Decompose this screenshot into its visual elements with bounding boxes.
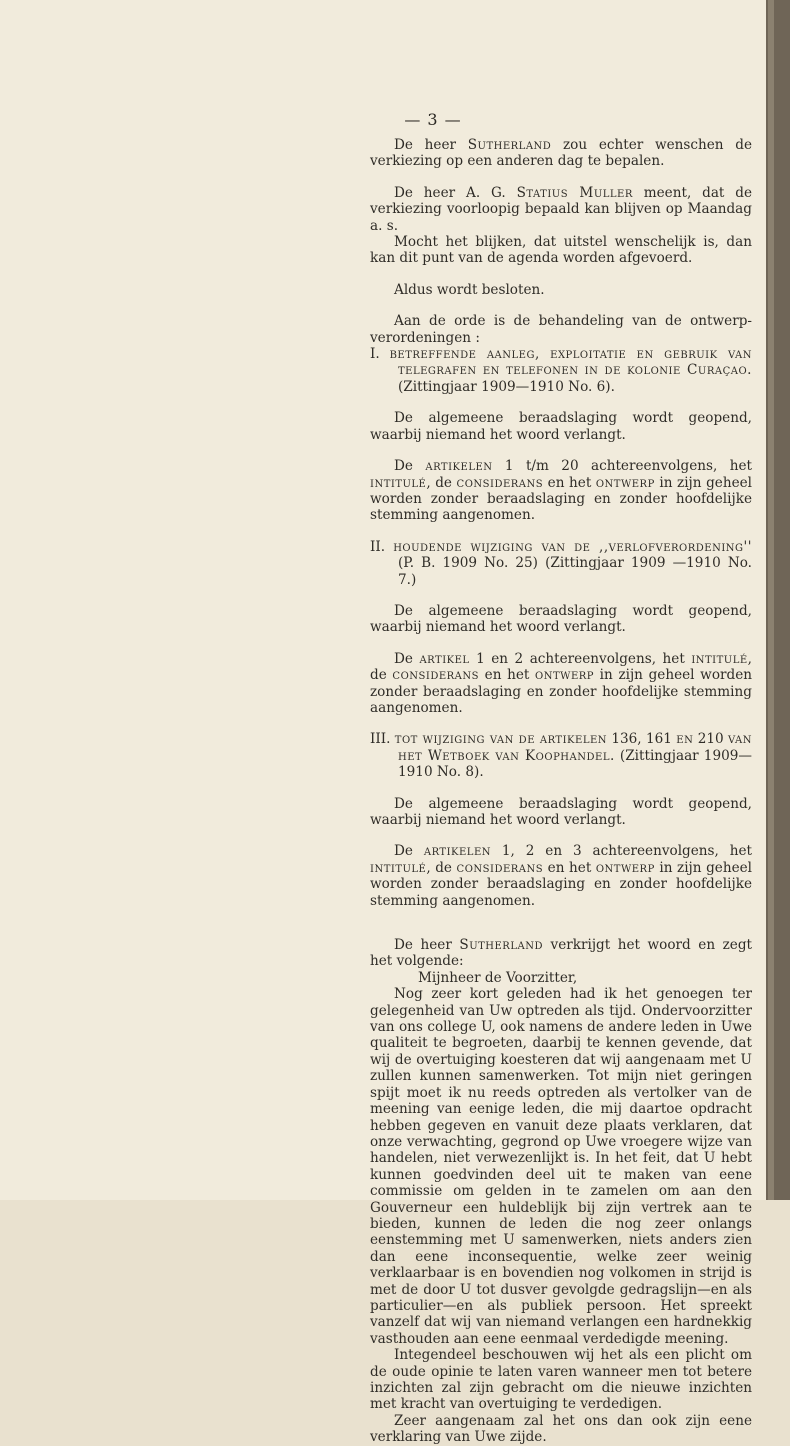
small-caps-text: intitulé: [691, 650, 748, 667]
paragraph: [370, 458, 752, 524]
small-caps-text: considerans: [392, 667, 479, 684]
text-run: Aan de orde is de behandeling van de ontwerp-verordeningen :: [370, 313, 752, 346]
speech-paragraph: [370, 1347, 752, 1413]
text-run: zou echter wenschen de verkiezing op een anderen dag te bepalen.: [370, 137, 752, 170]
text-run: De algemeene beraadslaging wordt geopend, waarbij niemand het woord verlangt.: [370, 602, 752, 636]
small-caps-text: Sutherland: [459, 937, 543, 954]
text-run: De heer: [394, 137, 468, 153]
paragraph: [370, 234, 752, 267]
paragraph: [370, 603, 752, 636]
text-run: II.: [370, 538, 394, 555]
paragraph: [370, 185, 752, 234]
text-run: (P. B. 1909 No. 25) (Zittingjaar 1909 —1910 No. 7.): [398, 555, 752, 588]
small-caps-text: intitulé: [370, 859, 427, 876]
paragraph: [370, 137, 752, 170]
speech-paragraph: [370, 1413, 752, 1446]
small-caps-text: Sutherland: [467, 137, 552, 153]
small-caps-text: houdende wijziging van de ,,verlofverordening'': [393, 538, 753, 555]
small-caps-text: en: [676, 731, 694, 748]
text-run: en het: [543, 474, 596, 491]
paragraph: [370, 282, 752, 298]
paragraph: [370, 796, 752, 829]
small-caps-text: betreffende aanleg, exploitatie en gebruik van telegrafen en telefonen in de kolonie Curaçao.: [389, 346, 752, 379]
text-run: 1 en 2 achtereenvolgens, het: [469, 650, 692, 667]
text-run: De: [394, 650, 420, 667]
small-caps-text: ontwerp: [595, 474, 655, 491]
text-run: in zijn geheel worden zonder beraadslaging en zonder hoofdelijke stemming aangenomen.: [370, 474, 753, 524]
text-run: in zijn geheel worden zonder beraadslaging en zonder hoofdelijke stemming aangenomen.: [370, 667, 752, 716]
text-run: 1, 2 en 3 achtereenvolgens, het: [491, 843, 753, 860]
speech-paragraph: [370, 986, 752, 1347]
text-run: Nog zeer kort geleden had ik het genoegen ter gelegenheid van Uw optreden als tijd. Ondervoorzitter van ons college U, ook namens de andere leden in Uwe qualiteit te begroeten, daarbij te kennen gevende, dat wij de overtuiging koesteren dat wij aangenaam met U zullen kunnen samenwerken. Tot mijn niet geringen spijt moet ik nu reeds optreden als vertolker van de meening van eenige leden, die mij daartoe opdracht hebben gegeven en vanuit deze plaats verklaren, dat onze verwachting, gegrond op Uwe vroegere wijze van handelen, niet verwezenlijkt is. In het feit, dat U hebt kunnen goedvinden deel uit te maken van eene commissie om gelden in te zamelen om aan den Gouverneur een huldeblijk bij zijn vertrek aan te bieden, kunnen de leden die nog zeer onlangs eenstemming met U samenwerken, niets anders zien dan eene inconsequentie, welke zeer weinig verklaarbaar is en bovendien nog volkomen in strijd is met de door U tot dusver gevolgde gedragslijn—en als particulier—en als publiek persoon. Het spreekt vanzelf dat wij van niemand verlangen een hardnekkig vasthouden aan eene eenmaal verdedigde meening.: [370, 986, 752, 1347]
small-caps-text: artikelen: [423, 843, 491, 860]
text-run: De algemeene beraadslaging wordt geopend, waarbij niemand het woord verlangt.: [370, 410, 752, 443]
page-number: — 3 —: [404, 110, 462, 129]
text-run: , de: [370, 650, 752, 684]
text-run: De: [394, 458, 426, 475]
paragraph: [370, 937, 752, 970]
small-caps-text: tot wijziging van de artikelen: [394, 731, 608, 748]
list-item: [370, 539, 752, 588]
text-run: , de: [426, 859, 457, 876]
text-run: De heer A. G.: [394, 184, 517, 201]
page-body: [370, 137, 752, 1446]
text-run: in zijn geheel worden zonder beraadslaging en zonder hoofdelijke stemming aangenomen.: [370, 859, 753, 909]
text-run: De heer: [394, 937, 460, 954]
small-caps-text: ontwerp: [535, 667, 595, 684]
text-run: (Zittingjaar 1909—1910 No. 8).: [398, 747, 752, 781]
paragraph: [370, 651, 752, 717]
small-caps-text: Statius Muller: [516, 184, 633, 201]
salutation: [370, 970, 752, 986]
small-caps-text: considerans: [456, 474, 544, 491]
text-run: (Zittingjaar 1909—1910 No. 6).: [398, 378, 615, 395]
text-run: 136, 161: [607, 731, 677, 748]
paragraph: [370, 410, 752, 443]
text-run: meent, dat de verkiezing voorloopig bepaald kan blijven op Maandag a. s.: [370, 184, 752, 234]
text-run: De algemeene beraadslaging wordt geopend, waarbij niemand het woord verlangt.: [370, 795, 752, 828]
small-caps-text: considerans: [456, 859, 544, 876]
list-item: [370, 346, 752, 395]
text-run: Integendeel beschouwen wij het als een plicht om de oude opinie te laten varen wanneer men tot betere inzichten zal zijn gebracht om die nieuwe inzichten met kracht van overtuiging te verdedigen.: [370, 1347, 752, 1413]
text-run: 210: [693, 731, 728, 748]
small-caps-text: ontwerp: [595, 859, 655, 876]
text-run: De: [394, 843, 424, 860]
small-caps-text: artikel: [419, 650, 470, 667]
text-run: , de: [426, 474, 457, 491]
text-run: Mocht het blijken, dat uitstel wenschelijk is, dan kan dit punt van de agenda worden afgevoerd.: [370, 234, 752, 267]
text-run: I.: [370, 346, 390, 363]
text-run: Zeer aangenaam zal het ons dan ook zijn eene verklaring van Uwe zijde.: [370, 1412, 752, 1446]
page-edge-highlight: [768, 0, 774, 1200]
text-run: en het: [479, 667, 536, 684]
small-caps-text: artikelen: [425, 458, 493, 475]
text-run: III.: [370, 731, 395, 748]
text-run: 1 t/m 20 achtereenvolgens, het: [492, 458, 752, 475]
paragraph: [370, 313, 752, 346]
paragraph: [370, 843, 752, 909]
small-caps-text: intitulé: [370, 474, 427, 491]
list-item: [370, 731, 752, 780]
text-run: Mijnheer de Voorzitter,: [418, 969, 578, 986]
text-run: verkrijgt het woord en zegt het volgende:: [370, 937, 752, 970]
text-run: en het: [543, 859, 596, 876]
small-caps-text: van het Wetboek van Koophandel.: [398, 731, 752, 764]
text-run: Aldus wordt besloten.: [394, 281, 545, 298]
